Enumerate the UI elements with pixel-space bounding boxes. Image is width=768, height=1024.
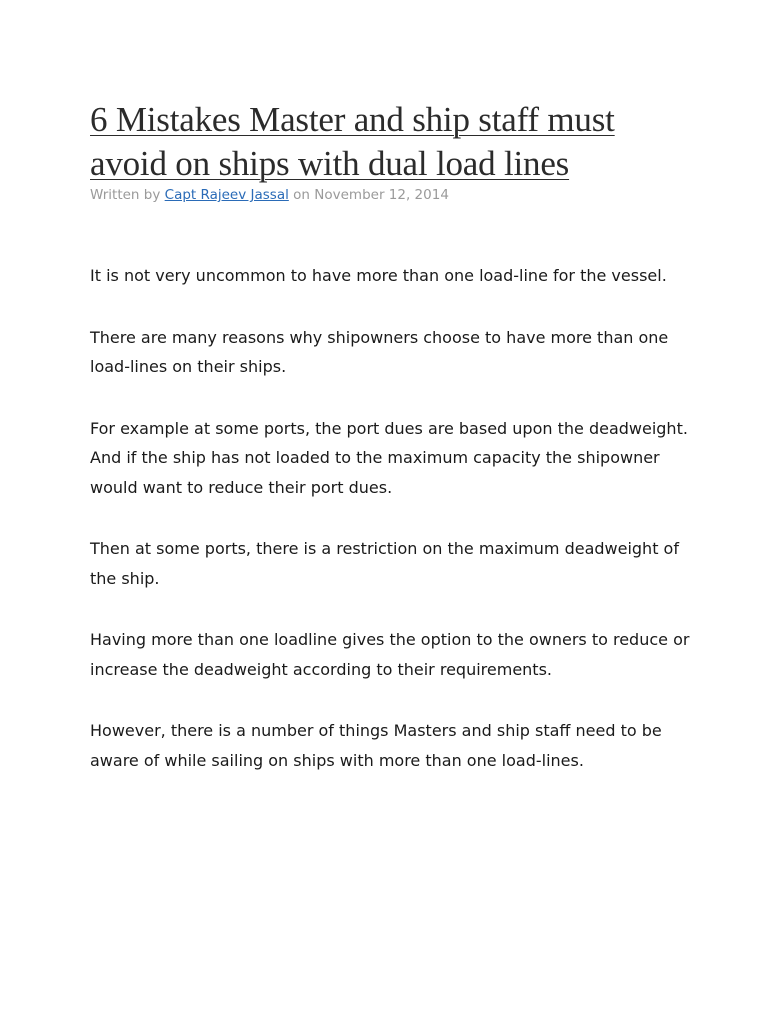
article <box>90 98 690 807</box>
publish-date: November 12, 2014 <box>314 187 449 203</box>
author-link[interactable]: Capt Rajeev Jassal <box>164 187 289 203</box>
paragraph-4: Then at some ports, there is a restriction on the maximum deadweight of the ship. <box>90 539 679 588</box>
paragraph-2: There are many reasons why shipowners choose to have more than one load-lines on their ships. <box>90 327 669 376</box>
byline <box>90 186 690 204</box>
paragraph-1: It is not very uncommon to have more than one load-line for the vessel. <box>90 266 667 285</box>
paragraph-3: For example at some ports, the port dues are based upon the deadweight. And if the ship has not loaded to the maximum capacity the shipowner would want to reduce their port dues. <box>90 418 688 497</box>
paragraph-5: Having more than one loadline gives the option to the owners to reduce or increase the deadweight according to their requirements. <box>90 630 690 679</box>
article-body <box>90 261 690 775</box>
byline-prefix: Written by <box>90 187 161 203</box>
article-title[interactable]: 6 Mistakes Master and ship staff must avoid on ships with dual load lines <box>90 100 615 183</box>
paragraph-6: However, there is a number of things Masters and ship staff need to be aware of while sailing on ships with more than one load-lines. <box>90 721 662 770</box>
byline-on: on <box>293 187 310 203</box>
